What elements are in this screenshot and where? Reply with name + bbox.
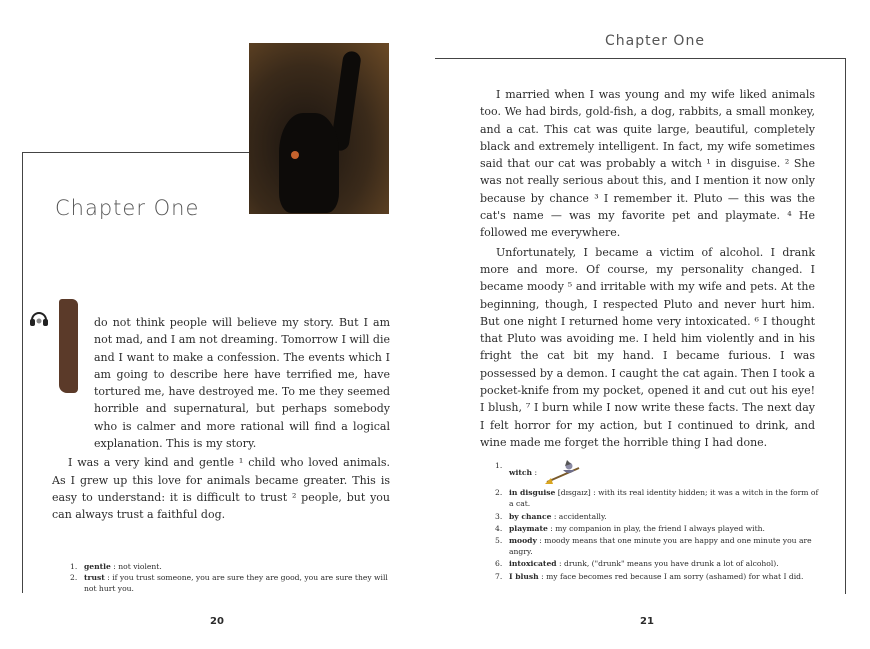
paragraph: Unfortunately, I became a victim of alcohol. I drank more and more. Of course, my personality changed. I became moody ⁵ and irritable with my wife and pets. At the beginning, though, I respected Pluto and never hurt him. But one night I returned home very intoxicated. ⁶ I thought that Pluto was avoiding me. I held him violently and in his fright the cat bit my hand. I became furious. I was possessed by a demon. I caught the cat again. Then I took a pocket-knife from my pocket, opened it and cut out his eye! I blush, ⁷ I burn while I now write these facts. The next day I felt horror for my action, but I continued to drink, and wine made me forget the horrible thing I had done. [480, 245, 815, 449]
right-page [435, 0, 870, 649]
witch-on-broom-icon [543, 460, 587, 486]
paragraph: do not think people will believe my story. But I am not mad, and I am not dreaming. Tomorrow I will die and I want to make a confession. The events which I am going to describe here have terrified me, have tortured me, have destroyed me. To me they seemed horrible and supernatural, but perhaps somebody who is calmer and more rational will find a logical explanation. This is my story. [94, 316, 390, 451]
page-number: 20 [210, 616, 224, 627]
footnote: 7. I blush : my face becomes red because I am sorry (ashamed) for what I did. [495, 571, 804, 581]
left-body-text [52, 314, 390, 524]
footnote: 5. moody : moody means that one minute you are happy and one minute you are angry. [495, 536, 812, 557]
right-footnotes [495, 460, 825, 583]
running-header: Chapter One [605, 33, 705, 49]
black-cat-image [249, 43, 389, 214]
drop-cap-letter [59, 299, 60, 300]
audio-headphones-icon [29, 309, 49, 327]
chapter-title: Chapter One [55, 196, 200, 220]
page-number: 21 [640, 616, 654, 627]
footnote: 2. trust : if you trust someone, you are sure they are good, you are sure they will not hurt you. [70, 573, 388, 593]
footnote: 1. witch : [495, 460, 825, 486]
footnote: 2. in disguise [dɪsgaɪz] : with its real identity hidden; it was a witch in the form of a cat. [495, 488, 819, 509]
footnote: 1. gentle : not violent. [70, 562, 162, 571]
footnote: 6. intoxicated : drunk, ("drunk" means you have drunk a lot of alcohol). [495, 559, 779, 569]
left-footnotes [70, 561, 390, 594]
paragraph: I married when I was young and my wife liked animals too. We had birds, gold-fish, a dog, rabbits, a small monkey, and a cat. This cat was quite large, beautiful, completely black and extremely intelligent. In fact, my wife sometimes said that our cat was probably a witch ¹ in disguise. ² She was not really serious about this, and I mention it now only because by chance ³ I remember it. Pluto — this was the cat's name — was my favorite pet and playmate. ⁴ He followed me everywhere. [480, 88, 815, 240]
footnote: 4. playmate : my companion in play, the friend I always played with. [495, 523, 765, 533]
paragraph: I was a very kind and gentle ¹ child who loved animals. As I grew up this love for animals became greater. This is easy to understand: it is difficult to trust ² people, but you can always trust a faithful dog. [52, 456, 390, 522]
footnote: 3. by chance : accidentally. [495, 511, 607, 521]
right-body-text [480, 86, 815, 451]
